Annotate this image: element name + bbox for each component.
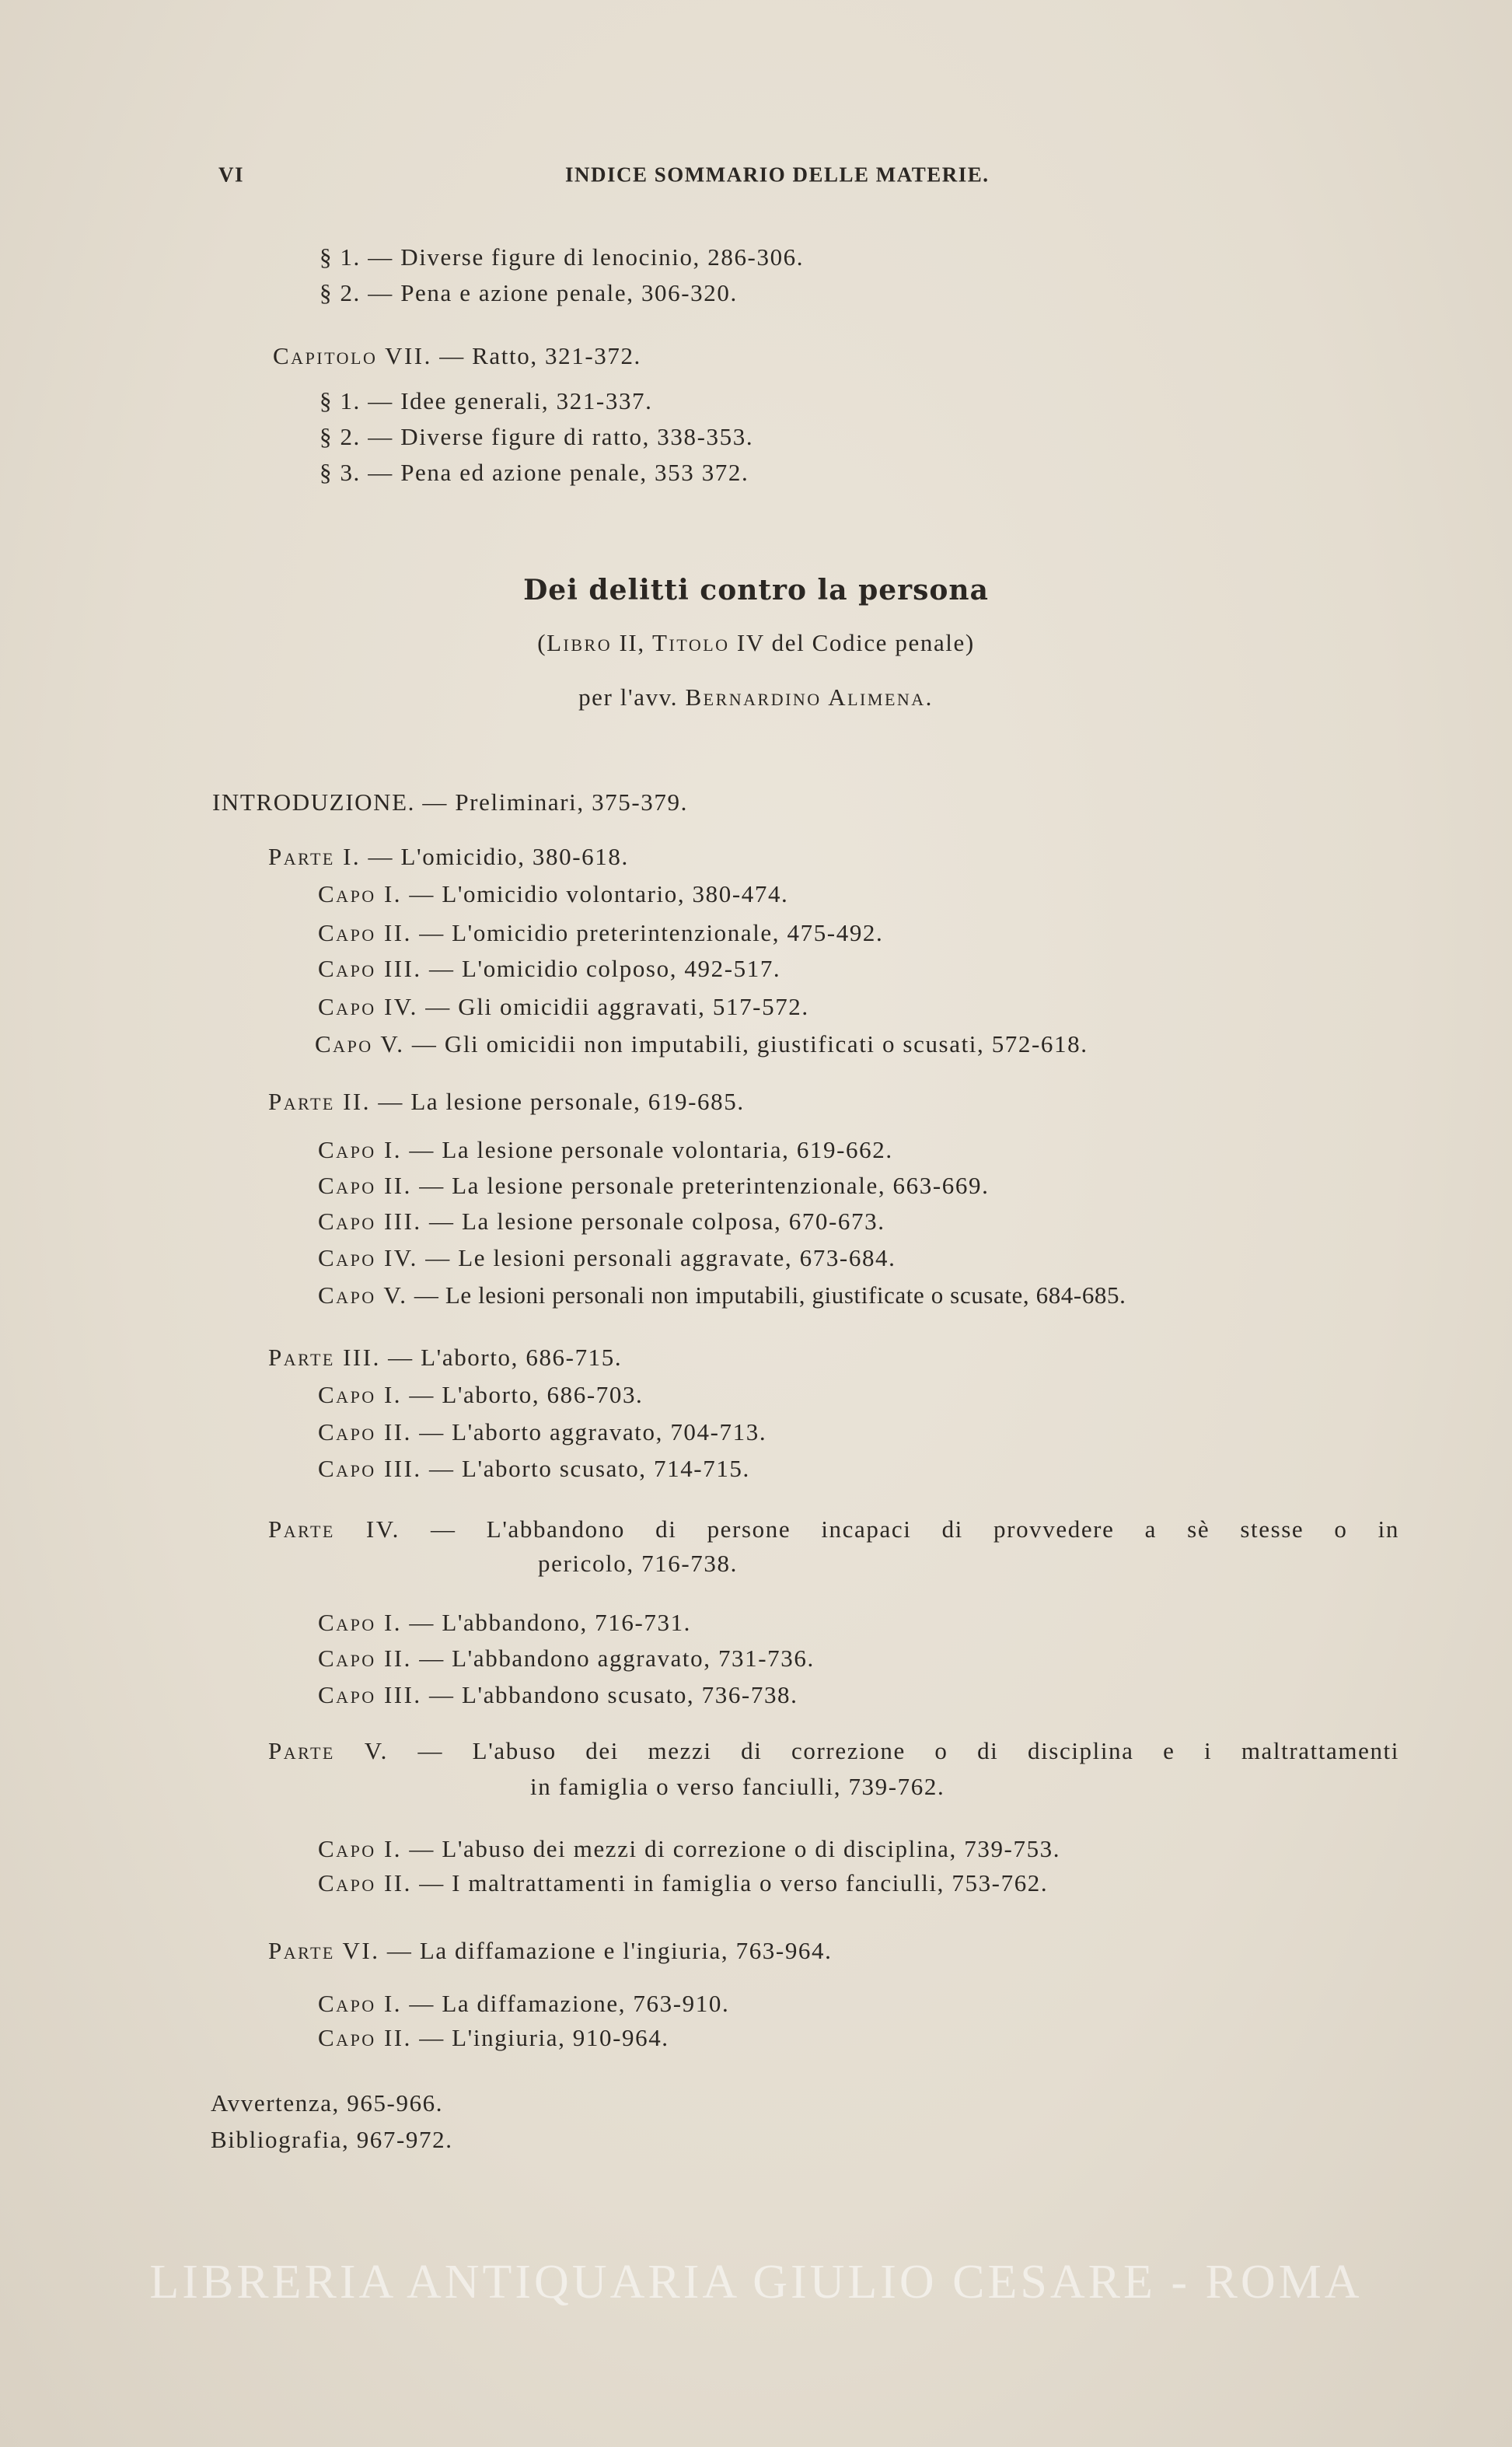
entry-text: — Gli omicidii aggravati, 517-572. xyxy=(417,993,809,1020)
toc-entry xyxy=(320,243,804,271)
toc-entry xyxy=(212,788,688,816)
author-name: Bernardino Alimena. xyxy=(685,683,934,711)
entry-label: Parte V. xyxy=(268,1737,389,1764)
entry-text: — La lesione personale, 619-685. xyxy=(371,1088,745,1115)
entry-label: Capo II. xyxy=(318,1172,412,1199)
entry-text: — La lesione personale preterintenzionale, 663-669. xyxy=(411,1172,990,1199)
toc-chapter xyxy=(318,1990,729,2018)
subtitle-part: Libro xyxy=(546,629,613,656)
entry-label: § 2. xyxy=(320,423,361,450)
entry-text: — La diffamazione e l'ingiuria, 763-964. xyxy=(379,1937,833,1964)
entry-label: Capo III. xyxy=(318,1681,422,1708)
toc-bibliografia: Bibliografia, 967-972. xyxy=(211,2126,453,2153)
entry-text: — L'abbandono, 716-731. xyxy=(402,1609,692,1636)
entry-text: — L'abuso dei mezzi di correzione o di disciplina, 739-753. xyxy=(402,1835,1061,1862)
entry-text: — L'aborto, 686-715. xyxy=(380,1344,623,1371)
entry-text: — L'omicidio volontario, 380-474. xyxy=(402,880,789,907)
toc-part-continuation: in famiglia o verso fanciulli, 739-762. xyxy=(530,1773,945,1800)
toc-chapter xyxy=(318,1455,750,1483)
watermark: LIBRERIA ANTIQUARIA GIULIO CESARE - ROMA xyxy=(149,2256,1363,2309)
toc-chapter xyxy=(318,1172,989,1200)
entry-label: Capo II. xyxy=(318,919,412,946)
entry-label: Capo IV. xyxy=(318,993,418,1020)
entry-text: — L'ingiuria, 910-964. xyxy=(411,2024,669,2051)
toc-chapter xyxy=(315,1030,1088,1058)
toc-part-continuation: pericolo, 716-738. xyxy=(538,1550,738,1577)
entry-text: — Pena ed azione penale, 353 372. xyxy=(360,459,749,486)
subtitle-part: IV del Codice penale) xyxy=(729,629,975,656)
entry-text: — Ratto, 321-372. xyxy=(431,342,641,369)
toc-entry xyxy=(320,279,738,307)
toc-part xyxy=(268,1937,832,1965)
entry-text: — Le lesioni personali non imputabili, giustificate o scusate, 684-685. xyxy=(407,1281,1126,1309)
toc-chapter xyxy=(318,993,809,1021)
toc-chapter xyxy=(318,955,780,983)
entry-text: — Diverse figure di ratto, 338-353. xyxy=(360,423,754,450)
section-subtitle xyxy=(537,629,975,657)
entry-label: Capo II. xyxy=(318,2024,412,2051)
entry-label: Capo II. xyxy=(318,1418,412,1445)
entry-text: — Idee generali, 321-337. xyxy=(360,387,653,414)
toc-chapter xyxy=(318,2024,669,2052)
toc-chapter xyxy=(318,1835,1060,1863)
entry-label: Capitolo VII. xyxy=(273,342,432,369)
toc-entry xyxy=(320,423,753,451)
toc-entry xyxy=(273,342,641,370)
entry-label: Capo V. xyxy=(315,1030,405,1057)
entry-label: Capo I. xyxy=(318,1136,403,1163)
toc-entry xyxy=(320,387,653,415)
entry-text: — L'aborto scusato, 714-715. xyxy=(421,1455,750,1482)
toc-part xyxy=(268,1088,745,1116)
entry-text: — Pena e azione penale, 306-320. xyxy=(360,279,738,306)
toc-part xyxy=(268,1344,622,1372)
entry-text: — L'abbandono aggravato, 731-736. xyxy=(411,1645,815,1672)
toc-avvertenza: Avvertenza, 965-966. xyxy=(211,2089,444,2117)
toc-chapter xyxy=(318,880,788,908)
entry-label: INTRODUZIONE. xyxy=(212,788,416,816)
entry-text: — Le lesioni personali aggravate, 673-684. xyxy=(417,1244,896,1271)
toc-chapter xyxy=(318,1244,896,1272)
section-title: Dei delitti contro la persona xyxy=(523,574,989,607)
entry-text: — Preliminari, 375-379. xyxy=(415,788,688,816)
entry-label: Capo IV. xyxy=(318,1244,418,1271)
entry-label: § 2. xyxy=(320,279,361,306)
entry-text: — L'abbandono di persone incapaci di provvedere a sè stesse o in xyxy=(400,1515,1399,1543)
entry-text: — L'omicidio, 380-618. xyxy=(361,843,629,870)
entry-text: — La lesione personale volontaria, 619-662. xyxy=(402,1136,893,1163)
section-author xyxy=(578,683,934,711)
running-title: INDICE SOMMARIO DELLE MATERIE. xyxy=(565,163,990,187)
author-prefix: per l'avv. xyxy=(578,683,686,711)
toc-chapter xyxy=(318,919,883,947)
entry-text: — L'aborto, 686-703. xyxy=(402,1381,644,1408)
entry-label: Capo III. xyxy=(318,1455,422,1482)
entry-text: — La lesione personale colposa, 670-673. xyxy=(421,1208,885,1235)
entry-label: Capo I. xyxy=(318,1835,403,1862)
entry-label: Capo I. xyxy=(318,1381,403,1408)
entry-label: Capo II. xyxy=(318,1645,412,1672)
toc-chapter xyxy=(318,1136,893,1164)
entry-label: Parte I. xyxy=(268,843,361,870)
entry-label: § 3. xyxy=(320,459,361,486)
entry-label: Capo III. xyxy=(318,955,422,982)
toc-chapter xyxy=(318,1381,643,1409)
entry-label: Capo III. xyxy=(318,1208,422,1235)
subtitle-part: ( xyxy=(537,629,547,656)
toc-chapter xyxy=(318,1645,815,1673)
entry-label: § 1. xyxy=(320,243,361,271)
subtitle-part: Titolo xyxy=(652,629,730,656)
toc-chapter xyxy=(318,1681,798,1709)
entry-text: — L'omicidio preterintenzionale, 475-492. xyxy=(411,919,884,946)
toc-part xyxy=(268,1737,1399,1765)
entry-text: — Diverse figure di lenocinio, 286-306. xyxy=(360,243,805,271)
entry-label: Capo II. xyxy=(318,1869,412,1896)
entry-text: — L'abuso dei mezzi di correzione o di disciplina e i maltrattamenti xyxy=(388,1737,1399,1764)
entry-text: — Gli omicidii non imputabili, giustificati o scusati, 572-618. xyxy=(404,1030,1088,1057)
entry-text: — La diffamazione, 763-910. xyxy=(402,1990,730,2017)
entry-label: § 1. xyxy=(320,387,361,414)
entry-text: — L'aborto aggravato, 704-713. xyxy=(411,1418,767,1445)
entry-label: Capo I. xyxy=(318,880,403,907)
entry-label: Parte IV. xyxy=(268,1515,400,1543)
entry-label: Capo I. xyxy=(318,1990,403,2017)
toc-part xyxy=(268,1515,1399,1543)
entry-label: Capo I. xyxy=(318,1609,403,1636)
entry-text: — I maltrattamenti in famiglia o verso fanciulli, 753-762. xyxy=(411,1869,1049,1896)
entry-text: — L'abbandono scusato, 736-738. xyxy=(421,1681,798,1708)
entry-label: Capo V. xyxy=(318,1281,408,1309)
toc-chapter xyxy=(318,1869,1048,1897)
entry-label: Parte II. xyxy=(268,1088,372,1115)
toc-chapter xyxy=(318,1281,1126,1309)
toc-chapter xyxy=(318,1418,766,1446)
toc-part xyxy=(268,843,629,871)
subtitle-part: II, xyxy=(612,629,653,656)
page-number: VI xyxy=(218,163,245,187)
entry-text: — L'omicidio colposo, 492-517. xyxy=(421,955,781,982)
entry-label: Parte VI. xyxy=(268,1937,380,1964)
entry-label: Parte III. xyxy=(268,1344,381,1371)
toc-entry xyxy=(320,459,749,487)
toc-chapter xyxy=(318,1609,691,1637)
toc-chapter xyxy=(318,1208,885,1236)
